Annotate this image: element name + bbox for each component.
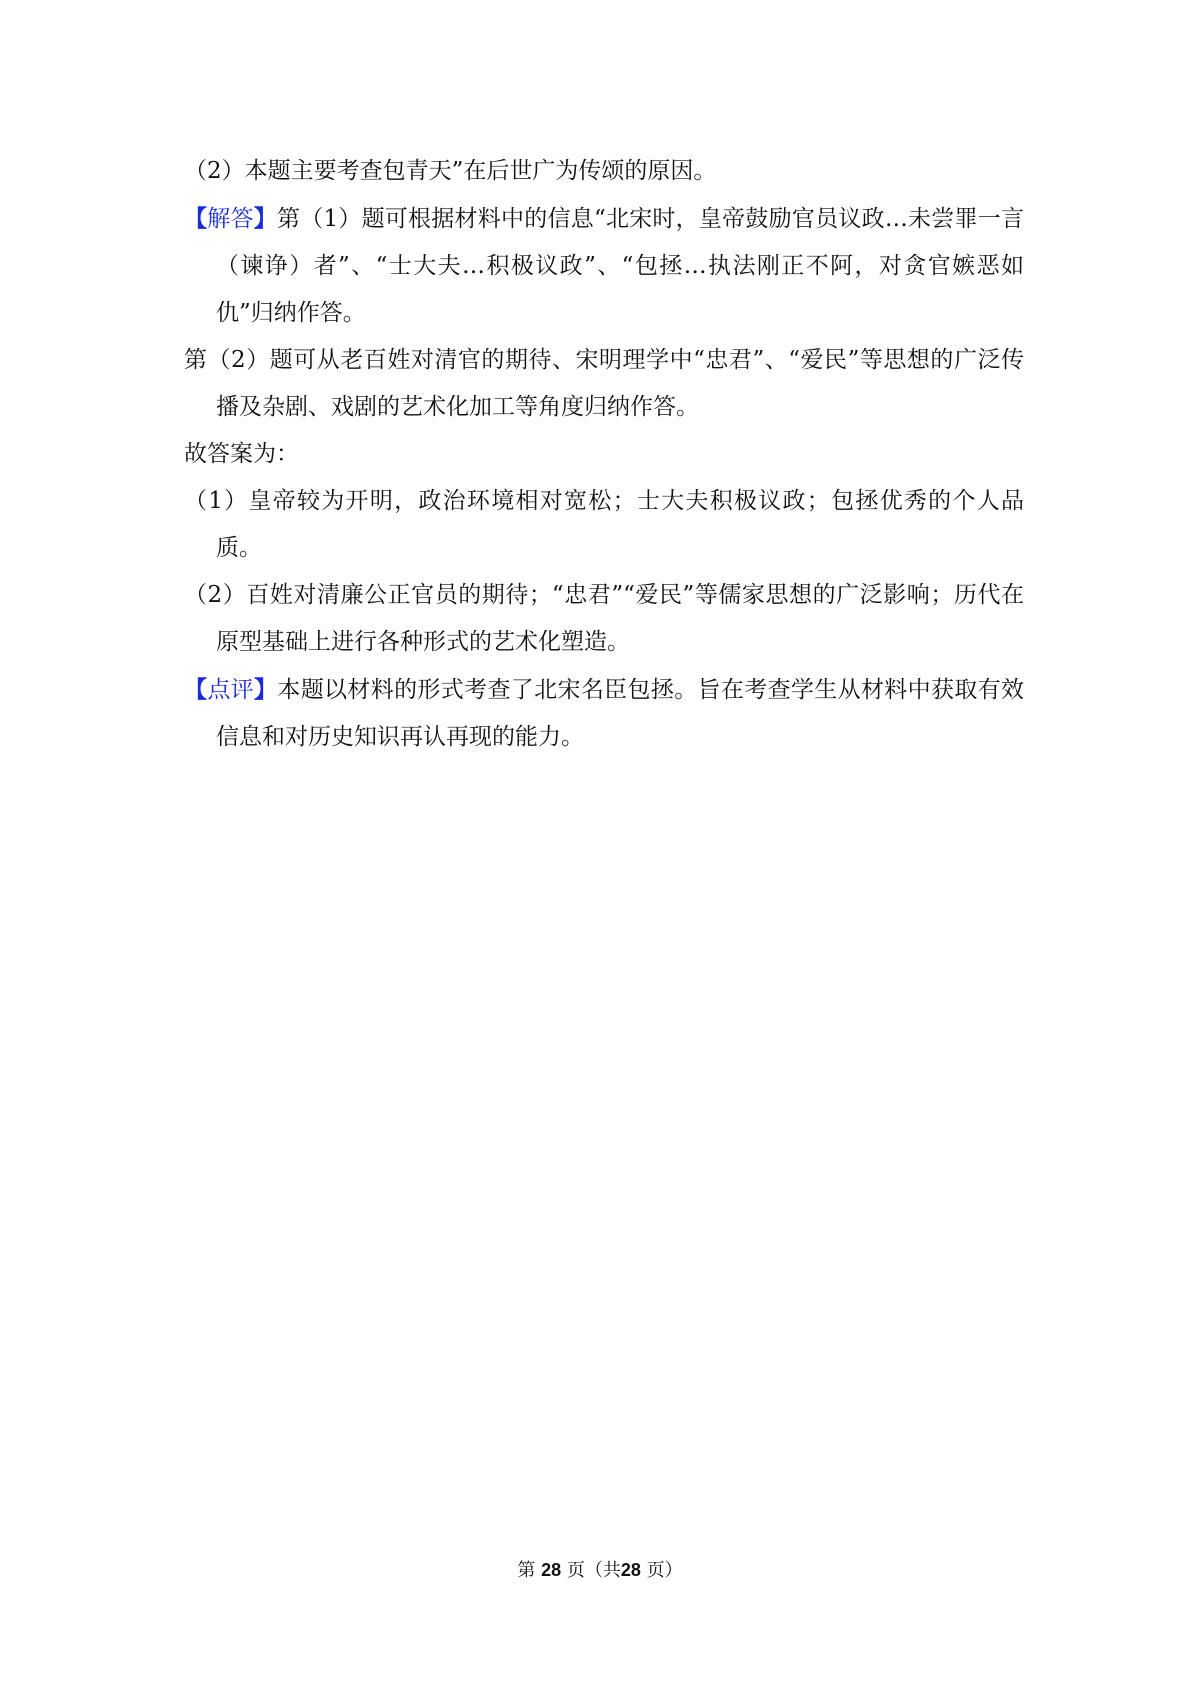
answer-content	[184, 148, 1024, 761]
paragraph-text: 第（1）题可根据材料中的信息“北宋时，皇帝鼓励官员议政…未尝罪一言（谏诤）者”、“士大夫…积极议政”、“包拯…执法刚正不阿，对贪官嫉恶如仇”归纳作答。	[216, 206, 1025, 326]
page-number: 28	[541, 1560, 562, 1580]
footer-middle: 页（共	[566, 1560, 621, 1581]
paragraph-text: 本题以材料的形式考查了北宋名臣包拯。旨在考查学生从材料中获取有效信息和对历史知识再认再现的能力。	[216, 677, 1025, 750]
paragraph-text: 故答案为：	[184, 441, 299, 467]
paragraph-text: （2）本题主要考查包青天”在后世广为传颂的原因。	[184, 158, 717, 184]
answer-section	[184, 195, 1024, 337]
paragraph-text: 第（2）题可从老百姓对清官的期待、宋明理学中“忠君”、“爱民”等思想的广泛传播及杂剧、戏剧的艺术化加工等角度归纳作答。	[184, 347, 1024, 420]
comment-section	[184, 666, 1024, 761]
paragraph-text: （1）皇帝较为开明，政治环境相对宽松；士大夫积极议政；包拯优秀的个人品质。	[184, 488, 1024, 561]
answer-item-2	[184, 572, 1024, 666]
sub-question-2-note	[184, 148, 1024, 195]
tag-bracket-open: 【	[184, 676, 208, 703]
page-footer	[0, 1557, 1200, 1584]
tag-bracket-close: 】	[254, 676, 278, 703]
footer-suffix: 页）	[646, 1560, 683, 1581]
tag-bracket-open: 【	[184, 205, 208, 232]
answer-intro	[184, 431, 1024, 478]
answer-item-1	[184, 478, 1024, 572]
total-pages: 28	[620, 1560, 641, 1580]
paragraph-text: （2）百姓对清廉公正官员的期待；“忠君”“爱民”等儒家思想的广泛影响；历代在原型基础上进行各种形式的艺术化塑造。	[184, 582, 1024, 655]
sub-question-2-method	[184, 337, 1024, 431]
comment-tag: 点评	[207, 677, 255, 703]
answer-tag: 解答	[207, 206, 254, 232]
tag-bracket-close: 】	[253, 205, 277, 232]
footer-prefix: 第	[517, 1560, 536, 1581]
